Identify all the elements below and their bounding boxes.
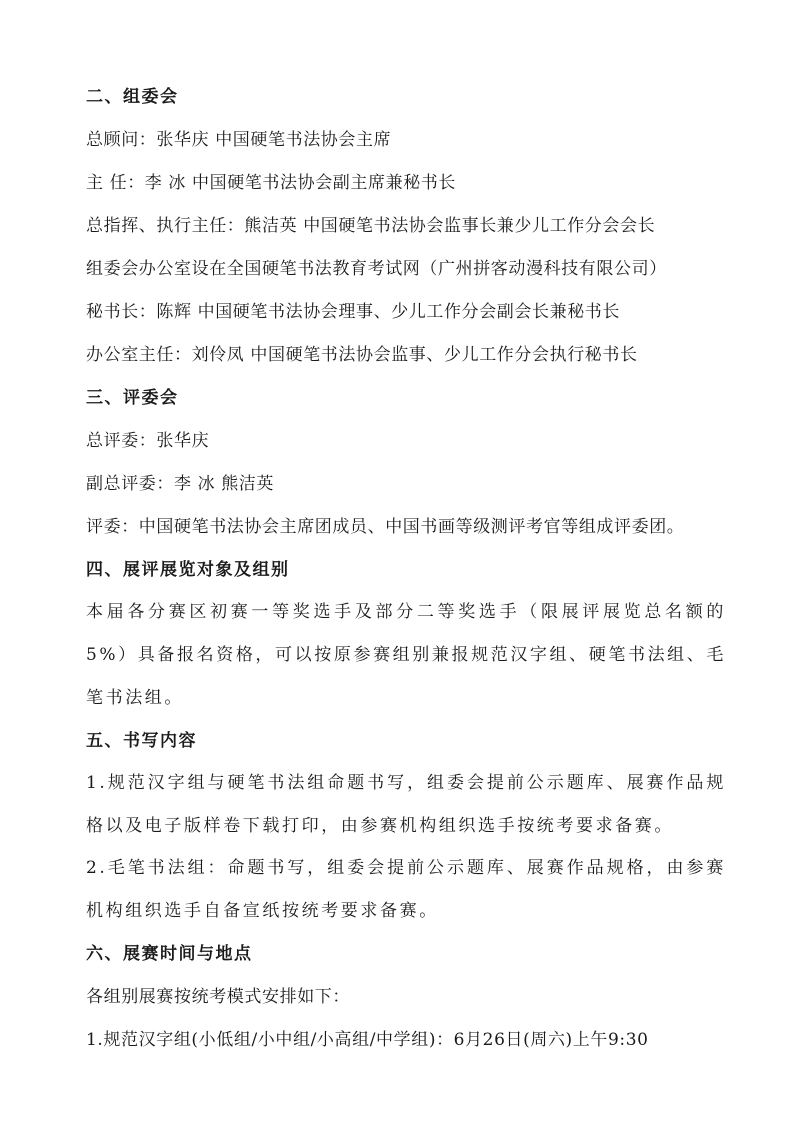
content-item-2: 2.毛笔书法组：命题书写，组委会提前公示题库、展赛作品规格，由参赛机构组织选手自备宣纸按统考要求备赛。 <box>86 858 726 921</box>
director-line: 主 任：李 冰 中国硬笔书法协会副主席兼秘书长 <box>86 173 457 193</box>
secretary-general-line: 秘书长：陈辉 中国硬笔书法协会理事、少儿工作分会副会长兼秘书长 <box>86 302 621 322</box>
schedule-intro-line: 各组别展赛按统考模式安排如下： <box>86 987 350 1007</box>
content-item-1: 1.规范汉字组与硬笔书法组命题书写，组委会提前公示题库、展赛作品规格以及电子版样卷下载打印，由参赛机构组织选手按统考要求备赛。 <box>86 773 726 836</box>
office-director-line: 办公室主任：刘伶凤 中国硬笔书法协会监事、少儿工作分会执行秘书长 <box>86 345 638 365</box>
chief-judge-line: 总评委：张华庆 <box>86 431 210 451</box>
executive-director-line: 总指挥、执行主任：熊洁英 中国硬笔书法协会监事长兼少儿工作分会会长 <box>86 216 656 236</box>
office-location-line: 组委会办公室设在全国硬笔书法教育考试网（广州拼客动漫科技有限公司） <box>86 259 667 279</box>
section-heading-eligibility: 四、展评展览对象及组别 <box>86 560 290 580</box>
deputy-judges-line: 副总评委：李 冰 熊洁英 <box>86 474 275 494</box>
eligibility-paragraph: 本届各分赛区初赛一等奖选手及部分二等奖选手（限展评展览总名额的5%）具备报名资格，可以按原参赛组别兼报规范汉字组、硬笔书法组、毛笔书法组。 <box>86 602 726 708</box>
general-advisor-line: 总顾问：张华庆 中国硬笔书法协会主席 <box>86 130 392 150</box>
section-heading-organizing-committee: 二、组委会 <box>86 87 179 107</box>
section-heading-schedule: 六、展赛时间与地点 <box>86 944 253 964</box>
section-heading-writing-content: 五、书写内容 <box>86 731 197 751</box>
section-heading-jury: 三、评委会 <box>86 388 179 408</box>
judges-line: 评委：中国硬笔书法协会主席团成员、中国书画等级测评考官等组成评委团。 <box>86 517 685 537</box>
schedule-item-1: 1.规范汉字组(小低组/小中组/小高组/中学组)：6月26日(周六)上午9:30 <box>86 1030 649 1050</box>
